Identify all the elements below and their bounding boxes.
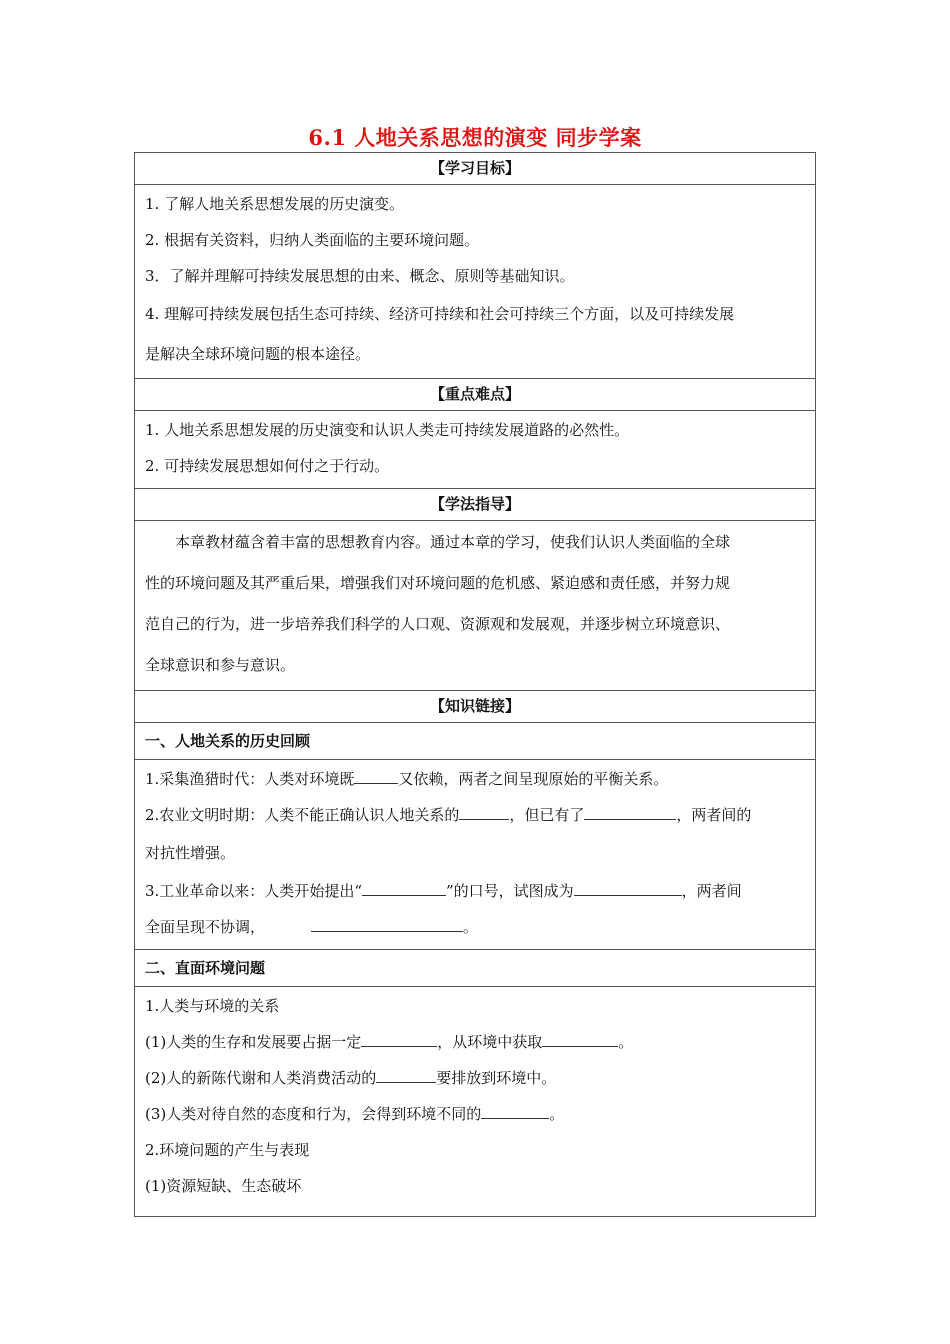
fill-blank <box>542 1032 618 1047</box>
part1-title: 一、人地关系的历史回顾 <box>135 723 816 760</box>
fill-blank <box>574 881 682 896</box>
fill-blank <box>362 881 446 896</box>
part2-line: 1.人类与环境的关系 <box>145 997 280 1015</box>
goals-cell <box>135 185 816 379</box>
study-guide-table <box>134 152 816 1217</box>
method-line: 范自己的行为，进一步培养我们科学的人口观、资源观和发展观，并逐步树立环境意识、 <box>145 615 731 633</box>
part2-line: (2)人的新陈代谢和人类消费活动的 要排放到环境中。 <box>145 1069 557 1087</box>
goal-item: 是解决全球环境问题的根本途径。 <box>145 345 371 363</box>
method-line: 性的环境问题及其严重后果，增强我们对环境问题的危机感、紧迫感和责任感，并努力规 <box>145 574 731 592</box>
goal-item: 4. 理解可持续发展包括生态可持续、经济可持续和社会可持续三个方面，以及可持续发展 <box>145 305 735 323</box>
key-item: 2. 可持续发展思想如何付之于行动。 <box>145 457 390 475</box>
method-cell <box>135 521 816 691</box>
fill-blank <box>361 1032 437 1047</box>
part2-cell <box>135 987 816 1217</box>
method-line: 本章教材蕴含着丰富的思想教育内容。通过本章的学习，使我们认识人类面临的全球 <box>175 533 731 551</box>
method-header: 【学法指导】 <box>135 489 816 521</box>
link-header: 【知识链接】 <box>135 691 816 723</box>
fill-blank <box>481 1104 549 1119</box>
goal-item: 1. 了解人地关系思想发展的历史演变。 <box>145 195 405 213</box>
part2-line: (1)人类的生存和发展要占据一定 ，从环境中获取 。 <box>145 1033 634 1051</box>
part2-line: 2.环境问题的产生与表现 <box>145 1141 310 1159</box>
fill-blank <box>311 917 463 932</box>
part1-cell <box>135 760 816 950</box>
fill-blank <box>354 769 398 784</box>
goal-item: 3．了解并理解可持续发展思想的由来、概念、原则等基础知识。 <box>145 267 575 285</box>
method-line: 全球意识和参与意识。 <box>145 656 296 674</box>
fill-blank <box>376 1068 436 1083</box>
goals-header: 【学习目标】 <box>135 153 816 185</box>
part1-line: 全面呈现不协调， 。 <box>145 918 479 936</box>
fill-blank <box>584 805 676 820</box>
key-item: 1. 人地关系思想发展的历史演变和认识人类走可持续发展道路的必然性。 <box>145 421 630 439</box>
page-title: 6.1 人地关系思想的演变 同步学案 <box>308 125 642 150</box>
goal-item: 2. 根据有关资料，归纳人类面临的主要环境问题。 <box>145 231 480 249</box>
fill-blank <box>459 805 509 820</box>
key-header: 【重点难点】 <box>135 379 816 411</box>
part1-line: 1.采集渔猎时代：人类对环境既 又依赖，两者之间呈现原始的平衡关系。 <box>145 770 669 788</box>
part2-line: (1)资源短缺、生态破坏 <box>145 1177 302 1195</box>
part1-line: 2.农业文明时期：人类不能正确认识人地关系的 ，但已有了 ，两者间的 <box>145 806 752 824</box>
part1-line: 3.工业革命以来：人类开始提出“ ”的口号，试图成为 ，两者间 <box>145 882 742 900</box>
part1-line: 对抗性增强。 <box>145 844 236 862</box>
part2-title: 二、直面环境问题 <box>135 950 816 987</box>
part2-line: (3)人类对待自然的态度和行为，会得到环境不同的 。 <box>145 1105 565 1123</box>
key-cell <box>135 411 816 489</box>
